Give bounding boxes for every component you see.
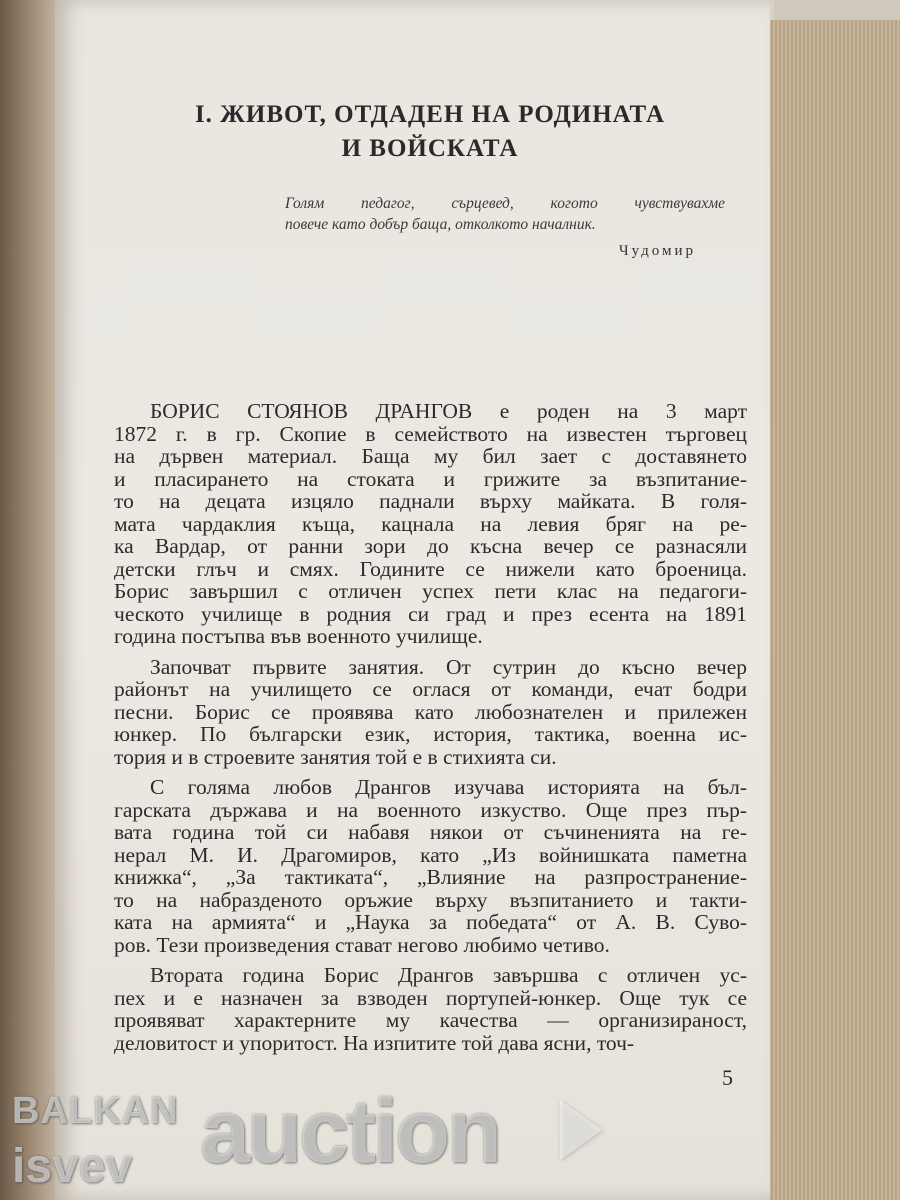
epigraph [285, 193, 725, 235]
text-line: ката на армията“ и „Наука за победата“ от А. В. Суво- [114, 910, 747, 934]
text-line: нерал М. И. Драгомиров, като „Из войнишката паметна [114, 842, 747, 867]
epigraph-line: повече като добър баща, отколкото началник. [285, 216, 596, 233]
paragraph [114, 400, 747, 648]
book-spine-edge [0, 0, 62, 1200]
text-line: година постъпва във военното училище. [114, 624, 483, 648]
text-line: Втората година Борис Дрангов завършва с отличен ус- [150, 963, 747, 987]
text-line: ка Вардар, от ранни зори до късна вечер се разнасяли [114, 534, 747, 558]
text-line: детски глъч и смях. Годините се нижели като броеница. [114, 556, 747, 581]
watermark-line-2: auction [200, 1082, 500, 1182]
paragraph [114, 964, 747, 1054]
watermark-play-icon [560, 1100, 602, 1160]
text-line: тория и в строевите занятия той е в стихията си. [114, 744, 557, 769]
paragraph [114, 656, 747, 769]
chapter-title-line-2: И ВОЙСКАТА [341, 135, 519, 162]
text-line: ческото училище в родния си град и през есента на 1891 [114, 601, 747, 626]
watermark-line-1: BALKAN [12, 1090, 179, 1132]
text-line: гарската държава и на военното изкуство. Още през пър- [114, 797, 747, 822]
text-line: ров. Тези произведения стават негово любимо четиво. [114, 932, 610, 957]
watermark-line-3: isvev [12, 1140, 133, 1193]
text-line: то на набразденото оръжие върху възпитанието и такти- [114, 887, 747, 912]
epigraph-line: Голям педагог, сърцевед, когото чувствувахме [285, 195, 725, 212]
text-line: вата година той си набавя някои от съчиненията на ге- [114, 820, 747, 844]
chapter-title-line-1: I. ЖИВОТ, ОТДАДЕН НА РОДИНАТА [194, 101, 666, 128]
text-line: пех и е назначен за взводен портупей-юнкер. Още тук се [114, 985, 747, 1010]
text-line: БОРИС СТОЯНОВ ДРАНГОВ е роден на 3 март [150, 399, 747, 423]
paragraph [114, 776, 747, 956]
text-line: проявяват характерните му качества — организираност, [114, 1008, 747, 1032]
text-line: юнкер. По български език, история, тактика, военна ис- [114, 722, 747, 746]
page-number: 5 [722, 1065, 733, 1090]
text-line: на дървен материал. Баща му бил зает с доставянето [114, 444, 747, 468]
page-stack-edge [765, 20, 900, 1200]
text-line: районът на училището се оглася от команди, ечат бодри [114, 677, 747, 701]
text-line: Започват първите занятия. От сутрин до късно вечер [150, 654, 747, 679]
body-text [114, 400, 747, 1062]
text-line: 1872 г. в гр. Скопие в семейството на известен търговец [114, 421, 747, 446]
text-line: С голяма любов Дрангов изучава историята на бъл- [150, 775, 747, 799]
epigraph-author: Чудомир [618, 243, 696, 259]
text-line: то на децата изцяло паднали върху майката. В голя- [114, 489, 747, 513]
text-line: Борис завършил с отличен успех пети клас на педагоги- [114, 579, 747, 603]
text-line: песни. Борис се проявява като любознателен и прилежен [114, 699, 747, 724]
text-line: деловитост и упоритост. На изпитите той дава ясни, точ- [114, 1030, 635, 1055]
text-line: мата чардаклия къща, кацнала на левия бряг на ре- [114, 511, 747, 536]
text-line: книжка“, „За тактиката“, „Влияние на разпространение- [114, 865, 747, 889]
text-line: и пласирането на стоката и грижите за възпитание- [114, 466, 747, 491]
